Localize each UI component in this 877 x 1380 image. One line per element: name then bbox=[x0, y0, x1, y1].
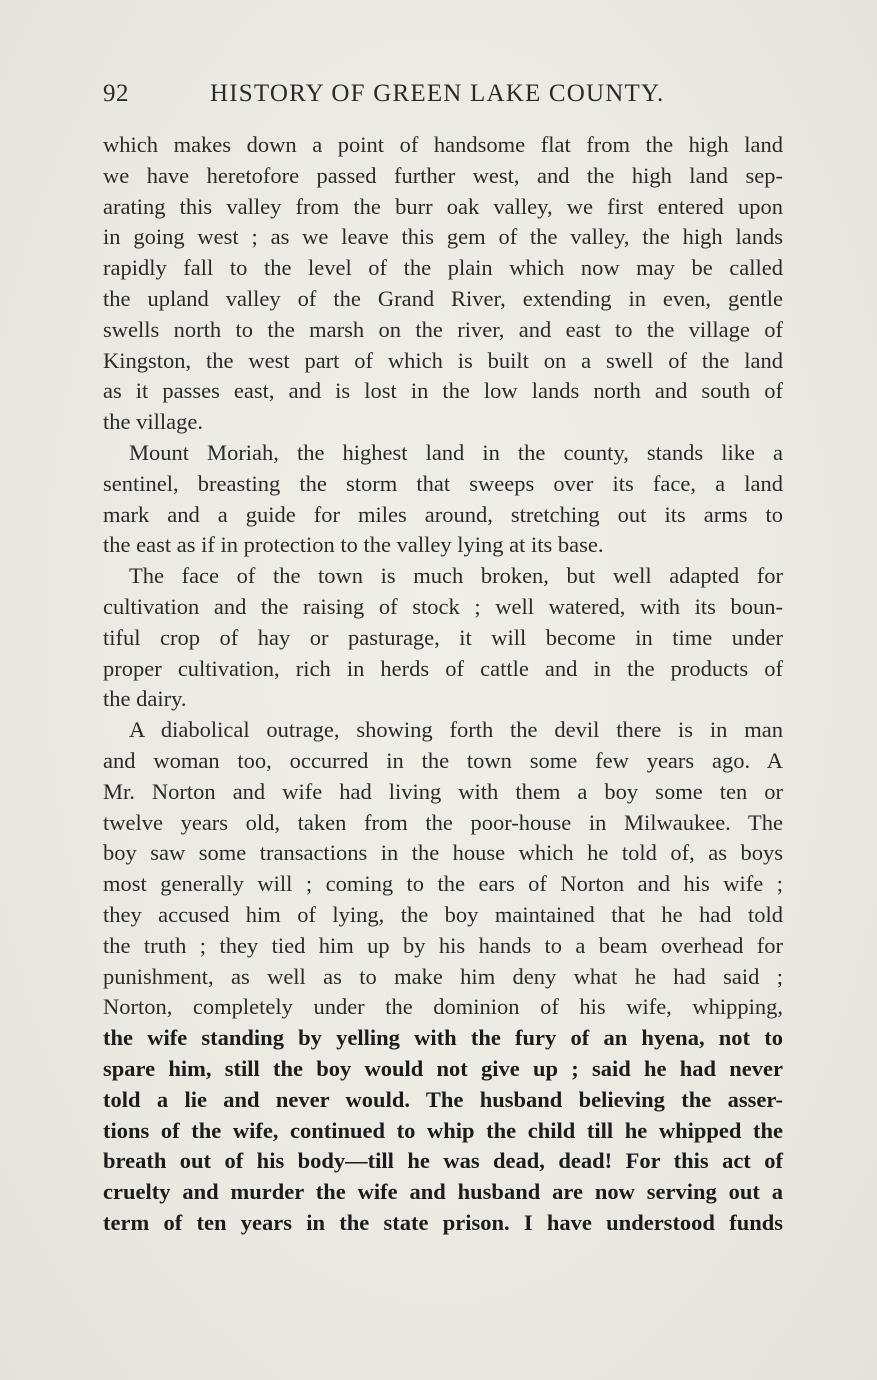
text-line: told a lie and never would. The husband believing the asser- bbox=[103, 1086, 783, 1112]
running-head bbox=[103, 80, 783, 114]
text-line: Mr. Norton and wife had living with them a boy some ten or bbox=[103, 778, 783, 804]
text-line: arating this valley from the burr oak valley, we first entered upon bbox=[103, 193, 783, 219]
text-line: the upland valley of the Grand River, extending in even, gentle bbox=[103, 285, 783, 311]
text-line: cultivation and the raising of stock ; well watered, with its boun- bbox=[103, 593, 783, 619]
text-line: tions of the wife, continued to whip the child till he whipped the bbox=[103, 1117, 783, 1143]
text-line: tiful crop of hay or pasturage, it will become in time under bbox=[103, 624, 783, 650]
text-line: and woman too, occurred in the town some few years ago. A bbox=[103, 747, 783, 773]
text-line: A diabolical outrage, showing forth the devil there is in man bbox=[129, 717, 783, 743]
text-line: spare him, still the boy would not give up ; said he had never bbox=[103, 1055, 783, 1081]
paragraph-2 bbox=[103, 438, 783, 561]
text-line: cruelty and murder the wife and husband are now serving out a bbox=[103, 1179, 783, 1205]
text-line: mark and a guide for miles around, stretching out its arms to bbox=[103, 501, 783, 527]
text-line: the village. bbox=[103, 409, 203, 435]
paragraph-3 bbox=[103, 561, 783, 715]
paragraph-1 bbox=[103, 130, 783, 438]
text-line: swells north to the marsh on the river, and east to the village of bbox=[103, 316, 783, 342]
text-line: Norton, completely under the dominion of his wife, whipping, bbox=[103, 994, 783, 1020]
text-line: the truth ; they tied him up by his hands to a beam overhead for bbox=[103, 932, 783, 958]
text-line: the dairy. bbox=[103, 686, 187, 712]
text-line: Kingston, the west part of which is built on a swell of the land bbox=[103, 347, 783, 373]
text-line: twelve years old, taken from the poor-house in Milwaukee. The bbox=[103, 809, 783, 835]
text-line: we have heretofore passed further west, and the high land sep- bbox=[103, 162, 783, 188]
text-line: rapidly fall to the level of the plain which now may be called bbox=[103, 255, 783, 281]
text-line: punishment, as well as to make him deny what he had said ; bbox=[103, 963, 783, 989]
text-line: term of ten years in the state prison. I have understood funds bbox=[103, 1209, 783, 1235]
text-line: as it passes east, and is lost in the low lands north and south of bbox=[103, 378, 783, 404]
text-line: the east as if in protection to the valley lying at its base. bbox=[103, 532, 604, 558]
text-line: proper cultivation, rich in herds of cattle and in the products of bbox=[103, 655, 783, 681]
text-line: they accused him of lying, the boy maintained that he had told bbox=[103, 901, 783, 927]
text-line: the wife standing by yelling with the fury of an hyena, not to bbox=[103, 1025, 783, 1051]
paragraph-4 bbox=[103, 715, 783, 1239]
text-line: which makes down a point of handsome flat from the high land bbox=[103, 132, 783, 157]
page-number: 92 bbox=[103, 80, 129, 107]
body-text bbox=[103, 130, 783, 1239]
text-line: in going west ; as we leave this gem of the valley, the high lands bbox=[103, 224, 783, 250]
text-line: most generally will ; coming to the ears of Norton and his wife ; bbox=[103, 871, 783, 897]
text-line: Mount Moriah, the highest land in the county, stands like a bbox=[129, 439, 783, 465]
book-title: HISTORY OF GREEN LAKE COUNTY. bbox=[210, 80, 665, 107]
text-line: boy saw some transactions in the house which he told of, as boys bbox=[103, 840, 783, 866]
text-line: The face of the town is much broken, but well adapted for bbox=[129, 563, 783, 589]
text-line: sentinel, breasting the storm that sweeps over its face, a land bbox=[103, 470, 783, 496]
text-line: breath out of his body—till he was dead, dead! For this act of bbox=[103, 1148, 783, 1174]
